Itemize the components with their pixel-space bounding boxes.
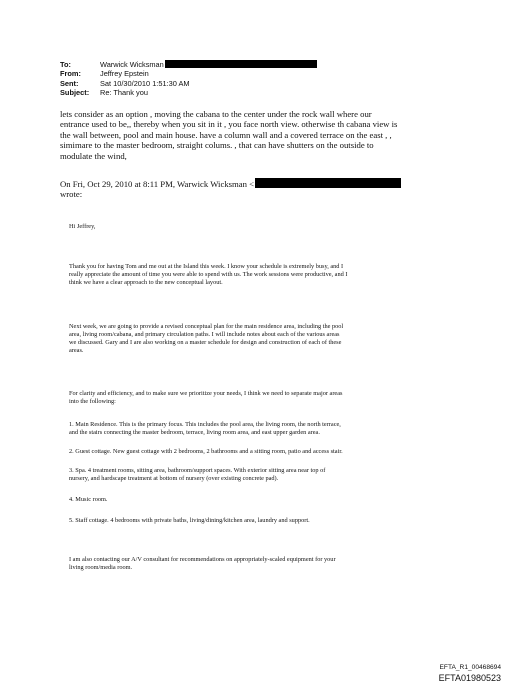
reply-line: lets consider as an option , moving the cabana to the center under the rock wall where our bbox=[60, 109, 372, 119]
list-item: 4. Music room. bbox=[69, 496, 108, 503]
list-item: 2. Guest cottage. New guest cottage with 2 bedrooms, 2 bathrooms and a sitting room, patio and access stair. bbox=[69, 448, 343, 455]
reply-attribution bbox=[60, 178, 462, 200]
bates-ref-primary: EFTA_R1_00468694 bbox=[439, 664, 501, 671]
attribution-line: On Fri, Oct 29, 2010 at 8:11 PM, Warwick Wicksman < bbox=[60, 179, 255, 189]
reply-line: the wall between, pool and main house. have a column wall and a covered terrace on the east , , bbox=[60, 129, 392, 140]
from-label: From: bbox=[60, 69, 81, 79]
to-label: To: bbox=[60, 60, 71, 69]
quoted-paragraph: Next week, we are going to provide a revised conceptual plan for the main residence area, including the pool area, living room/cabana, and primary circulation paths. I will include notes about each of the various areas we discussed. Gary and I are also working on a master schedule for design and construction of each of these areas. bbox=[69, 323, 344, 354]
bates-ref-secondary: EFTA01980523 bbox=[438, 673, 501, 683]
to-row bbox=[60, 60, 317, 69]
reply-line: simimare to the master bedroom, straight colums. , that can have shutters on the outside to bbox=[60, 140, 374, 151]
reply-body bbox=[60, 109, 462, 161]
reply-line: modulate the wind, bbox=[60, 150, 127, 161]
list-item: 1. Main Residence. This is the primary focus. This includes the pool area, the living room, the north terrace, and the stairs connecting the master bedroom, terrace, living room area, and east upper garden area. bbox=[69, 421, 341, 436]
sent-value: Sat 10/30/2010 1:51:30 AM bbox=[100, 78, 190, 88]
quoted-greeting: Hi Jeffrey, bbox=[69, 223, 96, 230]
quoted-paragraph: For clarity and efficiency, and to make sure we prioritize your needs, I think we need to separate major areas into the following: bbox=[69, 390, 343, 405]
redaction-bar bbox=[255, 178, 401, 188]
attribution-line: wrote: bbox=[60, 189, 83, 200]
sent-row bbox=[60, 79, 317, 88]
redaction-bar bbox=[165, 60, 317, 68]
quoted-paragraph: I am also contacting our A/V consultant for recommendations on appropriately-scaled equipment for your living room/media room. bbox=[69, 556, 336, 571]
from-value: Jeffrey Epstein bbox=[100, 69, 149, 79]
to-value: Warwick Wicksman bbox=[100, 60, 164, 69]
sent-label: Sent: bbox=[60, 78, 79, 88]
subject-row bbox=[60, 88, 317, 97]
from-row bbox=[60, 69, 317, 78]
quoted-paragraph: Thank you for having Tom and me out at the Island this week. I know your schedule is extremely busy, and I really appreciate the amount of time you were able to spend with us. The work sessions were productive, and I think we have a clear approach to the new conceptual layout. bbox=[69, 263, 348, 286]
reply-line: entrance used to be,, thereby when you sit in it , you face north view. otherwise th cabana view is bbox=[60, 119, 398, 130]
subject-label: Subject: bbox=[60, 88, 90, 98]
email-header bbox=[60, 60, 317, 98]
list-item: 3. Spa. 4 treatment rooms, sitting area, bathroom/support spaces. With exterior sitting area near top of nursery, and hardscape treatment at bottom of nursery (over existing concrete pad). bbox=[69, 467, 326, 482]
subject-value: Re: Thank you bbox=[100, 88, 148, 98]
list-item: 5. Staff cottage. 4 bedrooms with private baths, living/dining/kitchen area, laundry and support. bbox=[69, 517, 310, 524]
